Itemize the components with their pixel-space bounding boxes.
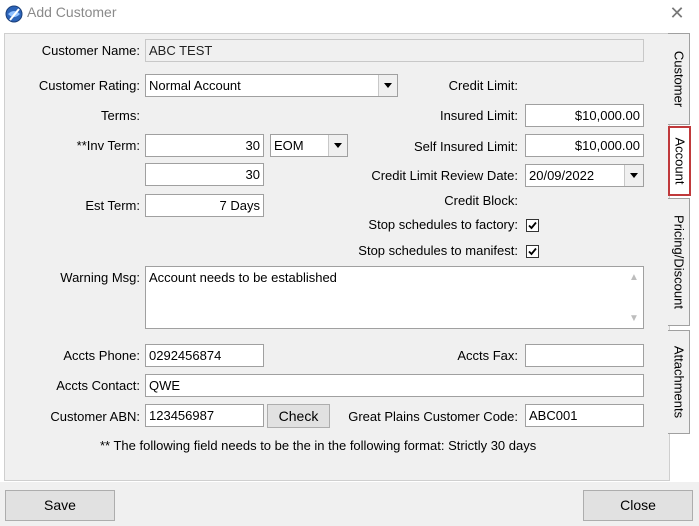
est-term-field[interactable]: 7 Days <box>145 194 264 217</box>
self-insured-limit-label: Self Insured Limit: <box>413 139 518 154</box>
gp-code-field[interactable]: ABC001 <box>525 404 644 427</box>
inv-term-unit-value: EOM <box>274 138 304 153</box>
warning-msg-scrollbar[interactable] <box>626 267 643 328</box>
warning-msg-textarea[interactable] <box>145 266 644 329</box>
accts-contact-label: Accts Contact: <box>56 378 140 393</box>
insured-limit-field[interactable]: $10,000.00 <box>525 104 644 127</box>
checkmark-icon <box>527 220 538 231</box>
tab-pricing-discount-label: Pricing/Discount <box>671 215 686 309</box>
stop-manifest-checkbox[interactable] <box>526 245 539 258</box>
tab-customer[interactable] <box>668 33 690 125</box>
save-button[interactable]: Save <box>5 490 115 521</box>
format-note: ** The following field needs to be the in the following format: Strictly 30 days <box>100 438 537 453</box>
check-button[interactable]: Check <box>267 404 330 428</box>
chevron-down-icon[interactable] <box>378 75 397 96</box>
tab-attachments[interactable] <box>668 330 690 434</box>
inv-term-field[interactable]: 30 <box>145 134 264 157</box>
chevron-down-icon[interactable] <box>624 165 643 186</box>
self-insured-limit-field[interactable]: $10,000.00 <box>525 134 644 157</box>
customer-abn-field[interactable]: 123456987 <box>145 404 264 427</box>
credit-limit-review-date-picker[interactable] <box>525 164 644 187</box>
credit-limit-label: Credit Limit: <box>448 78 518 93</box>
stop-factory-label: Stop schedules to factory: <box>368 217 518 232</box>
tab-account[interactable] <box>668 126 691 196</box>
tab-attachments-label: Attachments <box>671 345 686 419</box>
tab-customer-label: Customer <box>671 50 686 108</box>
customer-rating-label: Customer Rating: <box>38 78 140 93</box>
warning-msg-label: Warning Msg: <box>60 270 140 285</box>
accts-phone-field[interactable]: 0292456874 <box>145 344 264 367</box>
accts-contact-field[interactable]: QWE <box>145 374 644 397</box>
terms-label: Terms: <box>101 108 140 123</box>
insured-limit-label: Insured Limit: <box>439 108 518 123</box>
chevron-down-icon[interactable] <box>328 135 347 156</box>
customer-rating-value: Normal Account <box>149 78 241 93</box>
checkmark-icon <box>527 246 538 257</box>
accts-fax-label: Accts Fax: <box>457 348 518 363</box>
close-button[interactable]: Close <box>583 490 693 521</box>
stop-manifest-label: Stop schedules to manifest: <box>358 243 518 258</box>
customer-name-field[interactable]: ABC TEST <box>145 39 644 62</box>
customer-rating-select[interactable] <box>145 74 398 97</box>
window-title: Add Customer <box>27 4 117 20</box>
credit-limit-review-date-label: Credit Limit Review Date: <box>371 168 518 183</box>
customer-abn-label: Customer ABN: <box>50 409 140 424</box>
close-icon[interactable]: ✕ <box>669 3 685 23</box>
scroll-down-icon[interactable]: ▼ <box>629 313 639 324</box>
scroll-up-icon[interactable]: ▲ <box>629 272 639 283</box>
accts-phone-label: Accts Phone: <box>63 348 140 363</box>
accts-fax-field[interactable] <box>525 344 644 367</box>
credit-limit-review-date-value: 20/09/2022 <box>529 168 595 183</box>
tab-pricing-discount[interactable] <box>668 198 690 326</box>
warning-msg-value: Account needs to be established <box>149 270 337 285</box>
gp-code-label: Great Plains Customer Code: <box>348 409 518 424</box>
inv-term-label: **Inv Term: <box>76 138 140 153</box>
tab-account-label: Account <box>672 137 687 185</box>
title-bar <box>0 0 699 30</box>
inv-term-field-2[interactable]: 30 <box>145 163 264 186</box>
credit-block-label: Credit Block: <box>444 193 518 208</box>
inv-term-unit-select[interactable] <box>270 134 348 157</box>
customer-name-label: Customer Name: <box>41 43 140 58</box>
est-term-label: Est Term: <box>85 198 140 213</box>
app-icon <box>5 5 23 23</box>
stop-factory-checkbox[interactable] <box>526 219 539 232</box>
